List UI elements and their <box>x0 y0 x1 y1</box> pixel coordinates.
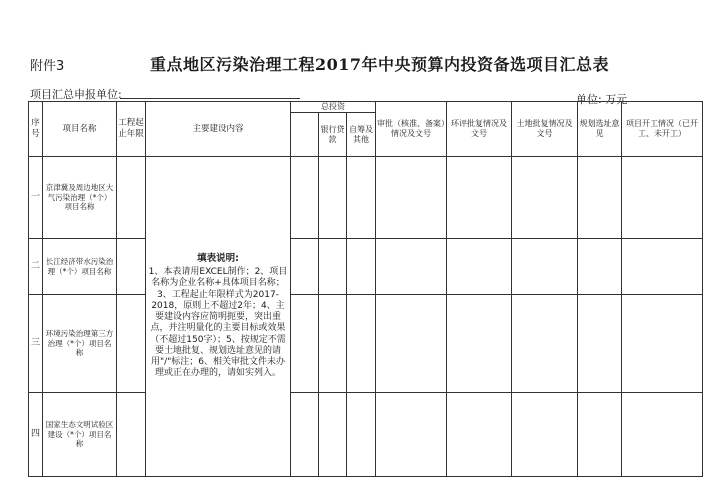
header-status: 项目开工情况（已开工、未开工） <box>622 102 703 157</box>
unit-label: 单位: 万元 <box>576 93 628 106</box>
header-blank <box>291 113 319 157</box>
fill-instructions <box>146 157 291 477</box>
header-bank-loan: 银行贷款 <box>319 113 347 157</box>
form-title: 重点地区污染治理工程2017年中央预算内投资备选项目汇总表 <box>150 55 610 74</box>
header-years: 工程起止年限 <box>117 102 146 157</box>
header-content: 主要建设内容 <box>146 102 291 157</box>
header-seq: 序号 <box>29 102 43 157</box>
header-env: 环评批复情况及文号 <box>447 102 512 157</box>
row-seq: 一 <box>29 157 43 239</box>
row-seq: 四 <box>29 393 43 477</box>
reporting-unit-label: 项目汇总申报单位: <box>30 88 122 101</box>
row-project-name: 京津冀及周边地区大气污染治理（*个）项目名称 <box>43 157 117 239</box>
header-total-investment: 总投资 <box>291 102 376 113</box>
reporting-unit-line <box>120 98 300 99</box>
attachment-label: 附件3 <box>30 59 65 74</box>
row-seq: 三 <box>29 295 43 393</box>
row-seq: 二 <box>29 239 43 295</box>
header-self-funding: 自筹及其他 <box>347 113 376 157</box>
header-project-name: 项目名称 <box>43 102 117 157</box>
row-project-name: 长江经济带水污染治理（*个）项目名称 <box>43 239 117 295</box>
header-approval: 审批（核准、备案）情况及文号 <box>376 102 447 157</box>
header-planning: 规划选址意见 <box>578 102 622 157</box>
summary-table <box>28 101 703 477</box>
row-project-name: 环境污染治理第三方治理（*个）项目名称 <box>43 295 117 393</box>
fill-instructions-body: 1、本表请用EXCEL制作；2、项目名称为企业名称+具体项目名称；3、工程起止年限样式为2017-2018，原则上不超过2年；4、主要建设内容应简明扼要，突出重点，并注明量化的主要目标或效果（不超过150字）；5、按规定不需要土地批复、规划选址意见的请用"/"标注；6、相关审批文件未办理或正在办理的，请如实列入。 <box>148 267 288 379</box>
fill-instructions-title: 填表说明: <box>197 253 239 265</box>
row-project-name: 国家生态文明试验区建设（*个）项目名称 <box>43 393 117 477</box>
header-land: 土地批复情况及文号 <box>512 102 578 157</box>
